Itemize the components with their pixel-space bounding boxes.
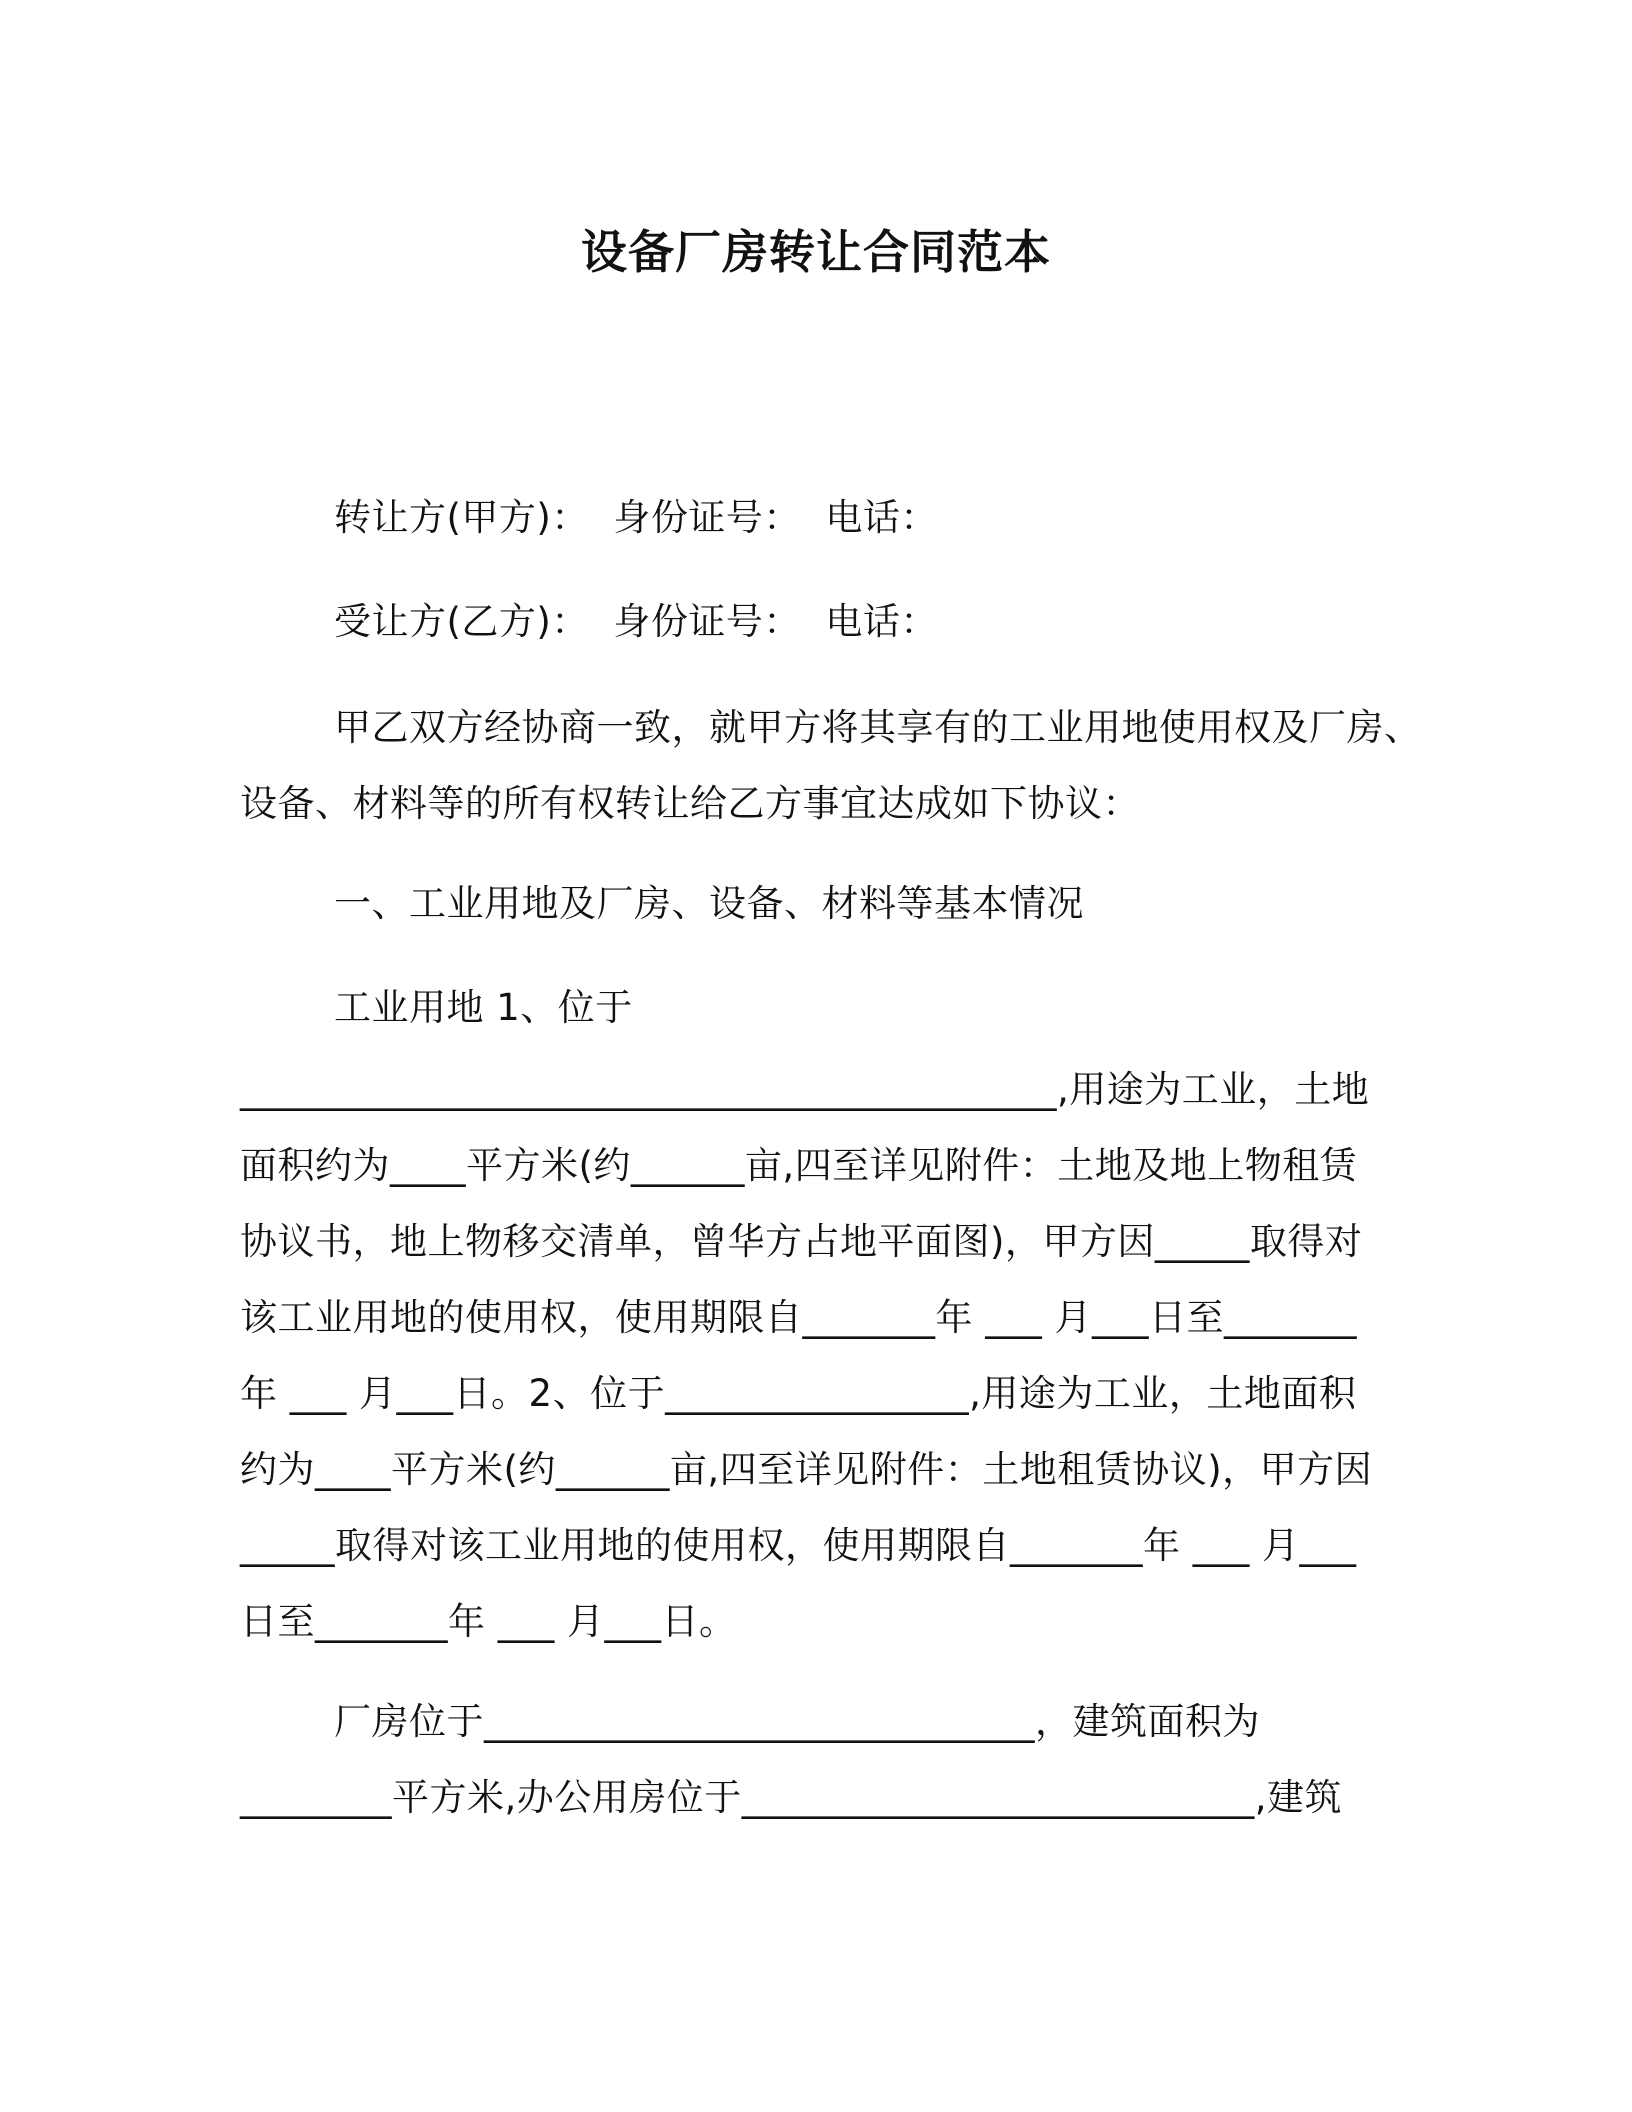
document-title: 设备厂房转让合同范本	[581, 225, 1051, 279]
body-line: 协议书，地上物移交清单，曾华方占地平面图)，甲方因_____取得对	[240, 1220, 1363, 1263]
body-line: 年 ___ 月___日。2、位于________________,用途为工业，土地面积	[240, 1372, 1357, 1415]
intro-line-1: 甲乙双方经协商一致，就甲方将其享有的工业用地使用权及厂房、	[334, 706, 1422, 749]
body-line: 约为____平方米(约______亩,四至详见附件：土地租赁协议)，甲方因	[240, 1448, 1373, 1491]
party-b-line: 受让方(乙方)： 身份证号： 电话：	[334, 600, 938, 643]
party-a-line: 转让方(甲方)： 身份证号： 电话：	[334, 496, 938, 539]
body-line: ________平方米,办公用房位于___________________________,建筑	[240, 1776, 1343, 1819]
body-line: 工业用地 1、位于	[334, 986, 633, 1029]
body-line: _____取得对该工业用地的使用权，使用期限自_______年 ___ 月___	[240, 1524, 1357, 1567]
body-line: ___________________________________________,用途为工业，土地	[240, 1068, 1370, 1111]
section-heading: 一、工业用地及厂房、设备、材料等基本情况	[334, 882, 1084, 925]
body-line: 面积约为____平方米(约______亩,四至详见附件：土地及地上物租赁	[240, 1144, 1358, 1187]
body-line: 日至_______年 ___ 月___日。	[240, 1600, 737, 1643]
body-line: 该工业用地的使用权，使用期限自_______年 ___ 月___日至_______	[240, 1296, 1358, 1339]
intro-line-2: 设备、材料等的所有权转让给乙方事宜达成如下协议：	[240, 782, 1140, 825]
body-line: 厂房位于_____________________________，建筑面积为	[334, 1700, 1260, 1743]
